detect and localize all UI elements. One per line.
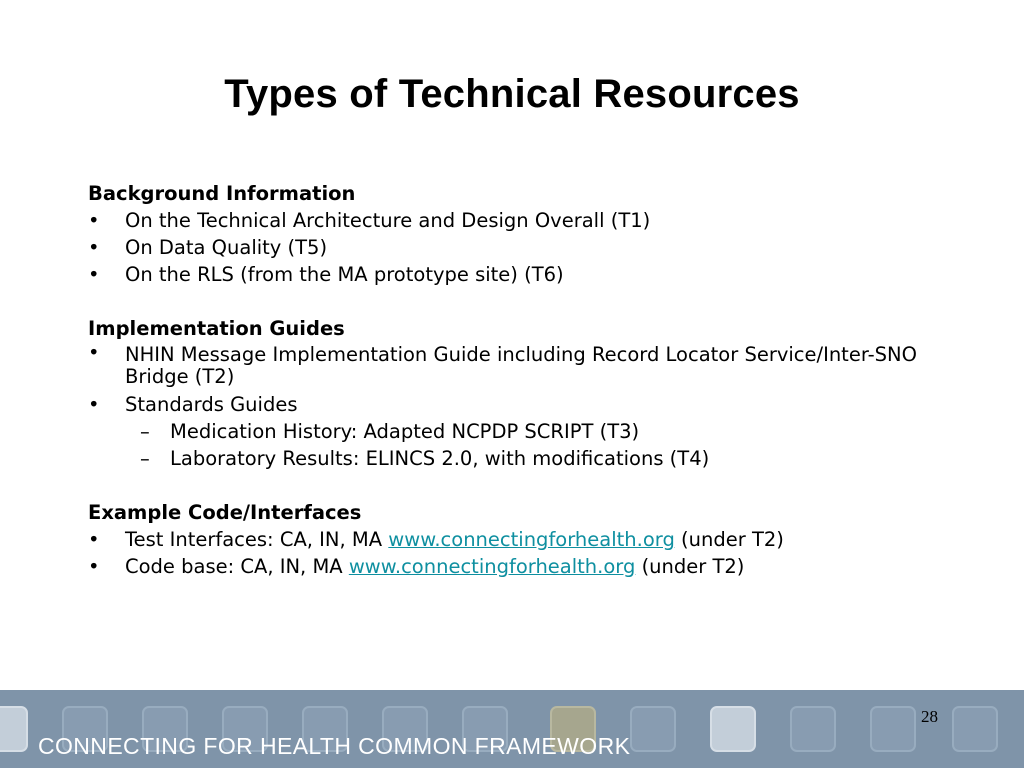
- list-item: [88, 234, 968, 261]
- dash-icon: –: [140, 420, 150, 443]
- section-heading-example-code: Example Code/Interfaces: [88, 501, 362, 524]
- list-item-suffix: (under T2): [681, 528, 784, 551]
- list-item: [88, 526, 968, 553]
- bullet-icon: •: [88, 528, 100, 551]
- connectingforhealth-link[interactable]: www.connectingforhealth.org: [388, 528, 675, 551]
- bullet-icon: •: [88, 236, 100, 259]
- list-item-prefix: Test Interfaces: CA, IN, MA: [125, 528, 383, 551]
- connectingforhealth-link[interactable]: www.connectingforhealth.org: [348, 555, 636, 578]
- list-item: [88, 553, 968, 580]
- list-item-prefix: Code base: CA, IN, MA: [125, 555, 343, 578]
- decorative-tile: [870, 706, 916, 752]
- sub-list-item: [88, 418, 968, 445]
- list-item: [88, 207, 968, 234]
- slide-body: [88, 180, 968, 580]
- sub-list-item-text: Medication History: Adapted NCPDP SCRIPT (T3): [170, 420, 640, 443]
- sub-list-item: [88, 445, 968, 472]
- sub-list-item-text: Laboratory Results: ELINCS 2.0, with modifications (T4): [170, 447, 710, 470]
- slide-title: Types of Technical Resources: [224, 72, 800, 116]
- list-item: [88, 391, 968, 418]
- section-heading-background: Background Information: [88, 182, 356, 205]
- list-item-suffix: (under T2): [641, 555, 745, 578]
- list-item-text: NHIN Message Implementation Guide including Record Locator Service/Inter-SNO Bridge (T2): [125, 343, 917, 388]
- spacer: [88, 472, 968, 499]
- bullet-icon: •: [88, 209, 100, 232]
- bullet-icon: •: [88, 393, 100, 416]
- dash-icon: –: [140, 447, 150, 470]
- list-item: [88, 342, 968, 391]
- list-item-text: Standards Guides: [125, 393, 298, 416]
- bullet-icon: •: [88, 341, 100, 364]
- list-item-text: On the Technical Architecture and Design Overall (T1): [125, 209, 651, 232]
- decorative-tile: [710, 706, 756, 752]
- decorative-tile: [630, 706, 676, 752]
- bullet-icon: •: [88, 555, 100, 578]
- page-number: 28: [921, 707, 938, 726]
- list-item-text: On Data Quality (T5): [125, 236, 328, 259]
- section-heading-implementation: Implementation Guides: [88, 317, 345, 340]
- decorative-tile: [952, 706, 998, 752]
- decorative-tile: [0, 706, 28, 752]
- bullet-icon: •: [88, 263, 100, 286]
- list-item-text: On the RLS (from the MA prototype site) (T6): [125, 263, 564, 286]
- list-item: [88, 261, 968, 288]
- spacer: [88, 288, 968, 315]
- footer-band: [0, 690, 1024, 768]
- footer-brand-text: CONNECTING FOR HEALTH COMMON FRAMEWORK: [38, 733, 631, 759]
- decorative-tile: [790, 706, 836, 752]
